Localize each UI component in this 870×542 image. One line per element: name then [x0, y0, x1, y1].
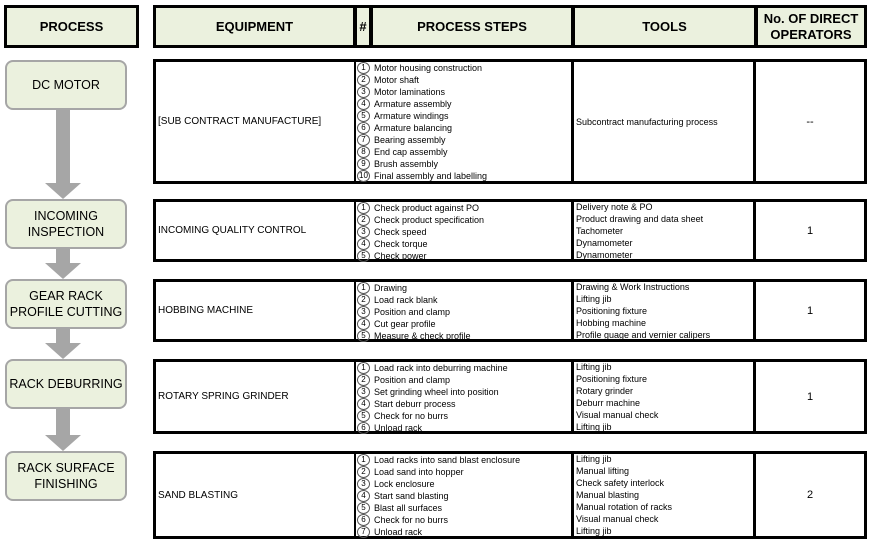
header-operators [755, 5, 867, 48]
process-box [5, 279, 127, 329]
tool-item: Manual lifting [576, 466, 630, 476]
header-equipment-label: EQUIPMENT [215, 18, 294, 34]
step-number-badge: 4 [357, 98, 370, 110]
equipment-cell [156, 454, 356, 536]
header-tools [572, 5, 757, 48]
step-item: Position and clamp [374, 375, 451, 385]
step-item: Motor housing construction [374, 63, 483, 73]
step-item: Load rack into deburring machine [374, 363, 508, 373]
step-number-badge: 3 [357, 386, 370, 398]
tools-cell [574, 62, 756, 181]
step-number-badge: 6 [357, 422, 370, 434]
step-number-badge: 6 [357, 514, 370, 526]
tool-item: Dynamometer [576, 237, 633, 248]
step-item: Set grinding wheel into position [374, 387, 499, 397]
step-number-badge: 1 [357, 362, 370, 374]
step-number-badge: 5 [357, 250, 370, 262]
tool-item: Subcontract manufacturing process [576, 116, 718, 127]
step-item: Motor laminations [374, 87, 446, 97]
step-item: End cap assembly [374, 147, 448, 157]
step-number-badge: 1 [357, 202, 370, 214]
equipment-cell [156, 362, 356, 431]
tool-item: Visual manual check [576, 409, 659, 420]
operators-cell [756, 454, 864, 536]
operators-count: -- [806, 115, 814, 128]
equipment-cell [156, 62, 356, 181]
process-section [153, 199, 867, 262]
step-number-badge: 5 [357, 110, 370, 122]
step-number-badge: 4 [357, 318, 370, 330]
step-number-badge: 4 [357, 490, 370, 502]
step-number-badge: 1 [357, 454, 370, 466]
step-number-cell [356, 62, 372, 181]
step-number-badge: 1 [357, 62, 370, 74]
tool-item: Drawing & Work Instructions [576, 281, 690, 292]
tool-item: Check safety interlock [576, 478, 665, 488]
step-item: Check power [374, 251, 427, 261]
step-number-badge: 6 [357, 122, 370, 134]
process-label: RACK SURFACE FINISHING [17, 461, 115, 491]
step-number-badge: 2 [357, 466, 370, 478]
tool-item: Profile guage and vernier calipers [576, 329, 711, 340]
step-number-badge: 5 [357, 410, 370, 422]
step-item: Unload rack [374, 423, 423, 433]
step-number-badge: 2 [357, 74, 370, 86]
header-steps [370, 5, 574, 48]
header-equipment [153, 5, 356, 48]
step-item: Position and clamp [374, 307, 451, 317]
header-process-label: PROCESS [39, 18, 104, 34]
operators-count: 1 [806, 224, 814, 237]
step-number-badge: 8 [357, 146, 370, 158]
step-item: Check speed [374, 227, 427, 237]
operators-count: 1 [806, 304, 814, 317]
tools-cell [574, 202, 756, 259]
step-item: Drawing [374, 283, 408, 293]
step-number-cell [356, 282, 372, 339]
tool-item: Delivery note & PO [576, 201, 653, 212]
step-number-badge: 7 [357, 526, 370, 538]
operators-count: 2 [806, 489, 814, 501]
tool-item: Positioning fixture [576, 373, 648, 384]
flow-arrow-icon [45, 409, 81, 451]
step-item: Load rack blank [374, 295, 438, 305]
operators-count: 1 [806, 390, 814, 403]
process-section [153, 359, 867, 434]
tools-cell [574, 454, 756, 536]
step-item: Unload rack [374, 527, 423, 537]
step-number-badge: 7 [357, 134, 370, 146]
header-tools-label: TOOLS [642, 18, 687, 34]
tool-item: Manual rotation of racks [576, 502, 673, 512]
step-item: Cut gear profile [374, 319, 436, 329]
tool-item: Lifting jib [576, 293, 612, 304]
tool-item: Rotary grinder [576, 385, 634, 396]
equipment-label: HOBBING MACHINE [158, 305, 254, 316]
steps-cell [372, 282, 574, 339]
step-item: Check product against PO [374, 203, 480, 213]
operators-cell [756, 362, 864, 431]
equipment-label: SAND BLASTING [158, 489, 239, 501]
equipment-cell [156, 202, 356, 259]
step-item: Check for no burrs [374, 515, 449, 525]
tool-item: Visual manual check [576, 514, 659, 524]
step-number-badge: 5 [357, 330, 370, 342]
step-number-badge: 3 [357, 478, 370, 490]
tool-item: Tachometer [576, 225, 624, 236]
steps-cell [372, 362, 574, 431]
step-item: Load sand into hopper [374, 467, 464, 477]
flow-arrow-icon [45, 249, 81, 279]
step-number-badge: 5 [357, 502, 370, 514]
operators-cell [756, 202, 864, 259]
process-box [5, 359, 127, 409]
step-item: Check torque [374, 239, 428, 249]
tool-item: Lifting jib [576, 526, 612, 536]
process-label: DC MOTOR [32, 78, 100, 92]
tool-item: Manual blasting [576, 490, 640, 500]
operators-cell [756, 62, 864, 181]
step-number-cell [356, 202, 372, 259]
flow-arrow-icon [45, 110, 81, 199]
tool-item: Product drawing and data sheet [576, 213, 704, 224]
step-number-badge: 3 [357, 226, 370, 238]
step-number-badge: 4 [357, 238, 370, 250]
step-item: Armature assembly [374, 99, 452, 109]
step-number-badge: 2 [357, 294, 370, 306]
process-box [5, 60, 127, 110]
step-item: Load racks into sand blast enclosure [374, 455, 521, 465]
tool-item: Hobbing machine [576, 317, 647, 328]
process-box [5, 451, 127, 501]
operators-cell [756, 282, 864, 339]
tool-item: Lifting jib [576, 454, 612, 464]
step-item: Start sand blasting [374, 491, 449, 501]
step-item: Lock enclosure [374, 479, 435, 489]
step-item: Bearing assembly [374, 135, 446, 145]
tools-cell [574, 362, 756, 431]
step-number-badge: 1 [357, 282, 370, 294]
flow-arrow-icon [45, 329, 81, 359]
header-steps-label: PROCESS STEPS [417, 18, 527, 34]
step-item: Final assembly and labelling [374, 171, 488, 181]
step-number-badge: 2 [357, 374, 370, 386]
tools-cell [574, 282, 756, 339]
process-section [153, 59, 867, 184]
step-item: Start deburr process [374, 399, 456, 409]
process-section [153, 451, 867, 539]
tool-item: Lifting jib [576, 361, 612, 372]
process-label: INCOMING INSPECTION [27, 209, 105, 239]
step-number-badge: 3 [357, 86, 370, 98]
step-item: Motor shaft [374, 75, 420, 85]
process-box [5, 199, 127, 249]
steps-cell [372, 202, 574, 259]
header-operators-label: No. OF DIRECT OPERATORS [763, 10, 859, 42]
step-item: Check product specification [374, 215, 485, 225]
step-item: Measure & check profile [374, 331, 471, 341]
tool-item: Deburr machine [576, 397, 641, 408]
process-label: GEAR RACK PROFILE CUTTING [9, 289, 123, 319]
equipment-label: [SUB CONTRACT MANUFACTURE] [158, 116, 322, 127]
step-number-cell [356, 454, 372, 536]
steps-cell [372, 62, 574, 181]
step-item: Brush assembly [374, 159, 439, 169]
steps-cell [372, 454, 574, 536]
step-number-cell [356, 362, 372, 431]
step-number-badge: 9 [357, 158, 370, 170]
equipment-cell [156, 282, 356, 339]
tool-item: Dynamometer [576, 249, 633, 260]
step-number-badge: 4 [357, 398, 370, 410]
equipment-label: INCOMING QUALITY CONTROL [158, 225, 307, 236]
header-process [4, 5, 139, 48]
step-item: Armature balancing [374, 123, 453, 133]
step-number-badge: 3 [357, 306, 370, 318]
equipment-label: ROTARY SPRING GRINDER [158, 391, 289, 402]
step-number-badge: 10 [357, 170, 370, 182]
step-number-badge: 2 [357, 214, 370, 226]
process-section [153, 279, 867, 342]
tool-item: Lifting jib [576, 421, 612, 432]
step-item: Armature windings [374, 111, 449, 121]
process-label: RACK DEBURRING [9, 377, 123, 391]
header-num-label: # [359, 18, 367, 34]
step-item: Blast all surfaces [374, 503, 443, 513]
tool-item: Positioning fixture [576, 305, 648, 316]
step-item: Check for no burrs [374, 411, 449, 421]
